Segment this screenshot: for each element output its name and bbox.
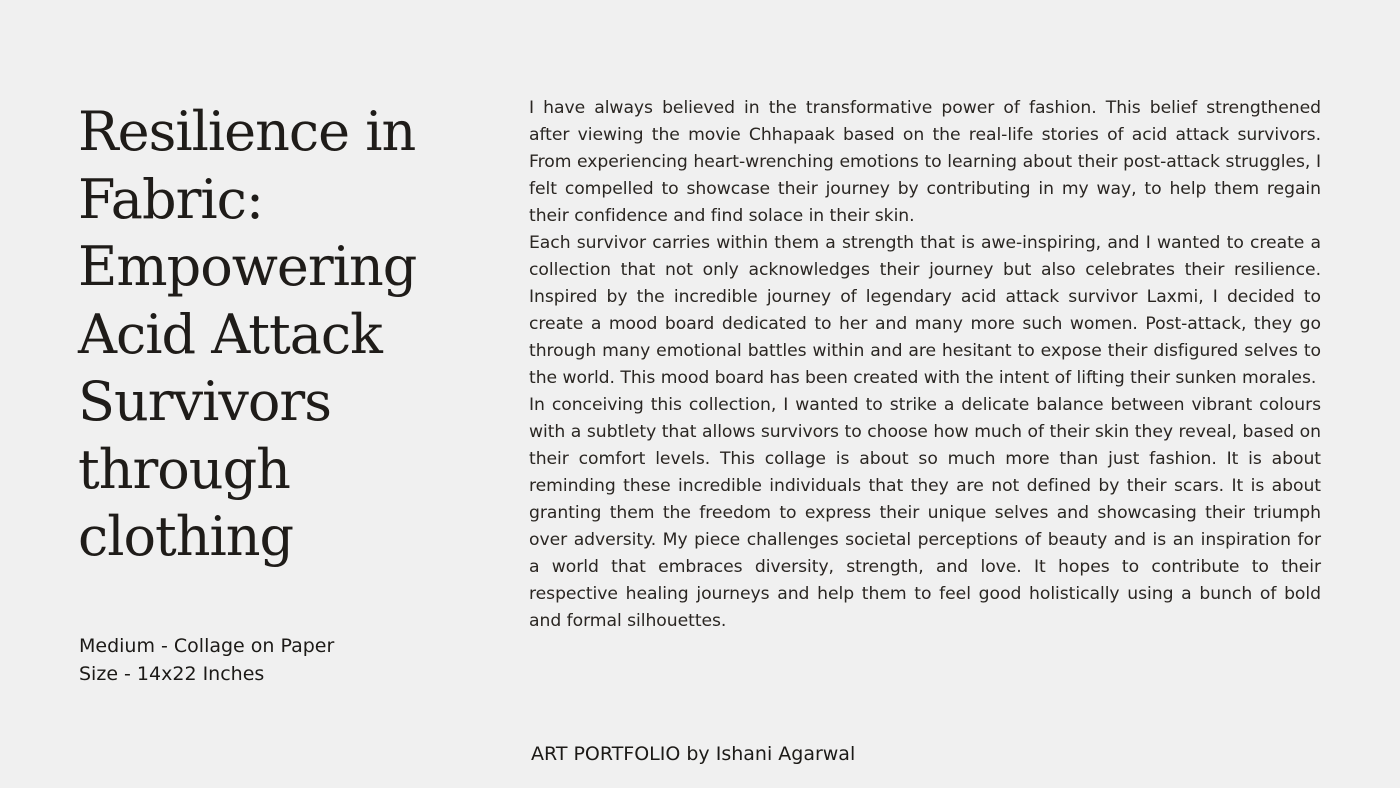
statement-paragraph: I have always believed in the transformative power of fashion. This belief strengthened after viewing the movie Chhapaak based on the real-life stories of acid attack survivors. From experiencing heart-wrenching emotions to learning about their post-attack struggles, I felt compelled to showcase their journey by contributing in my way, to help them regain their confidence and find solace in their skin. (529, 98, 1321, 226)
title-line: through (78, 437, 290, 501)
title-line: Survivors (78, 370, 331, 433)
artwork-details (79, 632, 334, 688)
title-line: Fabric: (78, 167, 264, 231)
title-line: Empowering (78, 235, 417, 298)
size-text: Size - 14x22 Inches (79, 663, 265, 685)
statement-paragraph: Each survivor carries within them a strength that is awe-inspiring, and I wanted to create a collection that not only acknowledges their journey but also celebrates their resilience. Inspired by the incredible journey of legendary acid attack survivor Laxmi, I decided to create a mood board dedicated to her and many more such women. Post-attack, they go through many emotional battles within and are hesitant to expose their disfigured selves to the world. This mood board has been created with the intent of lifting their sunken morales. (529, 233, 1321, 388)
statement-paragraph: In conceiving this collection, I wanted to strike a delicate balance between vibrant colours with a subtlety that allows survivors to choose how much of their skin they reveal, based on their comfort levels. This collage is about so much more than just fashion. It is about reminding these incredible individuals that they are not defined by their scars. It is about granting them the freedom to express their unique selves and showcasing their triumph over adversity. My piece challenges societal perceptions of beauty and is an inspiration for a world that embraces diversity, strength, and love. It hopes to contribute to their respective healing journeys and help them to feel good holistically using a bunch of bold and formal silhouettes. (529, 395, 1321, 631)
title-line: Resilience in (78, 100, 416, 163)
page-title (78, 98, 498, 571)
artist-statement (529, 95, 1321, 635)
title-line: clothing (78, 505, 294, 568)
medium-text: Medium - Collage on Paper (79, 635, 335, 657)
title-line: Acid Attack (78, 302, 382, 366)
portfolio-footer: ART PORTFOLIO by Ishani Agarwal (531, 743, 856, 765)
